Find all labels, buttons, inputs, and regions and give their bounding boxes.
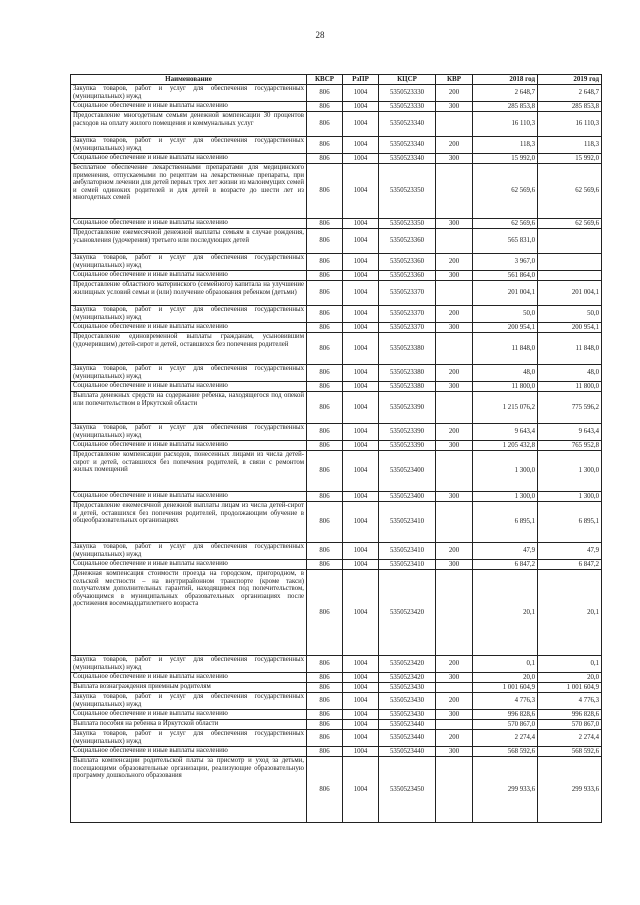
cell-kvsr: 806 bbox=[307, 730, 343, 747]
table-row bbox=[71, 254, 602, 271]
table-row bbox=[71, 570, 602, 656]
cell-2019: 285 853,8 bbox=[538, 102, 602, 112]
cell-kvsr: 806 bbox=[307, 154, 343, 164]
table-row bbox=[71, 323, 602, 333]
cell-rzpr: 1004 bbox=[343, 560, 379, 570]
cell-name: Денежная компенсация стоимости проезда на городском, пригородном, в сельской местности – на внутрирайонном транспорте (кроме такси) получателям дополнительных гарантий, находящимся под попечительством, обучающимся в муниципальных образовательных организациях после достижения восемнадцатилетнего возраста bbox=[71, 570, 307, 656]
cell-ksr: 5350523380 bbox=[379, 382, 436, 392]
cell-kvsr: 806 bbox=[307, 392, 343, 424]
cell-kvsr: 806 bbox=[307, 112, 343, 137]
cell-kvr: 300 bbox=[436, 673, 473, 683]
cell-ksr: 5350523390 bbox=[379, 392, 436, 424]
table-header-row bbox=[71, 75, 602, 85]
cell-2018: 48,0 bbox=[473, 365, 538, 382]
cell-kvsr: 806 bbox=[307, 382, 343, 392]
cell-2019: 20,1 bbox=[538, 570, 602, 656]
header-ksr: КЦСР bbox=[379, 75, 436, 85]
cell-kvsr: 806 bbox=[307, 720, 343, 730]
cell-ksr: 5350523380 bbox=[379, 365, 436, 382]
table-row bbox=[71, 710, 602, 720]
cell-2018: 1 300,0 bbox=[473, 451, 538, 492]
cell-kvr: 200 bbox=[436, 365, 473, 382]
table-row bbox=[71, 693, 602, 710]
cell-kvr bbox=[436, 229, 473, 254]
cell-ksr: 5350523370 bbox=[379, 281, 436, 306]
cell-kvr: 300 bbox=[436, 323, 473, 333]
table-row bbox=[71, 137, 602, 154]
cell-name: Социальное обеспечение и иные выплаты населению bbox=[71, 710, 307, 720]
cell-name: Предоставление ежемесячной денежной выплаты лицам из числа детей-сирот и детей, оставшихся без попечения родителей, продолжающим обучение в общеобразовательных организациях bbox=[71, 502, 307, 543]
cell-2018: 2 274,4 bbox=[473, 730, 538, 747]
cell-kvsr: 806 bbox=[307, 492, 343, 502]
cell-2018: 201 004,1 bbox=[473, 281, 538, 306]
cell-kvsr: 806 bbox=[307, 543, 343, 560]
cell-rzpr: 1004 bbox=[343, 254, 379, 271]
header-name: Наименование bbox=[71, 75, 307, 85]
cell-ksr: 5350523420 bbox=[379, 656, 436, 673]
table-row bbox=[71, 112, 602, 137]
cell-2019: 20,0 bbox=[538, 673, 602, 683]
cell-2019: 118,3 bbox=[538, 137, 602, 154]
table-row bbox=[71, 683, 602, 693]
cell-2018: 299 933,6 bbox=[473, 757, 538, 823]
cell-kvr: 200 bbox=[436, 656, 473, 673]
cell-name: Социальное обеспечение и иные выплаты населению bbox=[71, 560, 307, 570]
cell-name: Социальное обеспечение и иные выплаты населению bbox=[71, 747, 307, 757]
cell-2019 bbox=[538, 229, 602, 254]
cell-2019: 765 952,8 bbox=[538, 441, 602, 451]
cell-2019: 775 596,2 bbox=[538, 392, 602, 424]
table-row bbox=[71, 492, 602, 502]
cell-kvr: 300 bbox=[436, 441, 473, 451]
cell-name: Закупка товаров, работ и услуг для обеспечения государственных (муниципальных) нужд bbox=[71, 543, 307, 560]
cell-rzpr: 1004 bbox=[343, 656, 379, 673]
cell-ksr: 5350523350 bbox=[379, 219, 436, 229]
cell-kvr: 300 bbox=[436, 102, 473, 112]
page-number: 28 bbox=[315, 30, 325, 40]
cell-kvr: 200 bbox=[436, 730, 473, 747]
cell-2019: 2 648,7 bbox=[538, 85, 602, 102]
cell-name: Предоставление единовременной выплаты гражданам, усыновившим (удочерившим) детей-сирот и детей, оставшихся без попечения родителей bbox=[71, 333, 307, 365]
cell-rzpr: 1004 bbox=[343, 451, 379, 492]
cell-rzpr: 1004 bbox=[343, 365, 379, 382]
cell-ksr: 5350523360 bbox=[379, 229, 436, 254]
cell-2019 bbox=[538, 271, 602, 281]
cell-2018: 570 867,0 bbox=[473, 720, 538, 730]
cell-rzpr: 1004 bbox=[343, 673, 379, 683]
cell-rzpr: 1004 bbox=[343, 229, 379, 254]
cell-2018: 62 569,6 bbox=[473, 164, 538, 219]
cell-2018: 4 776,3 bbox=[473, 693, 538, 710]
cell-kvsr: 806 bbox=[307, 560, 343, 570]
cell-2019: 1 300,0 bbox=[538, 492, 602, 502]
table-row bbox=[71, 451, 602, 492]
cell-name: Социальное обеспечение и иные выплаты населению bbox=[71, 441, 307, 451]
cell-name: Закупка товаров, работ и услуг для обеспечения государственных (муниципальных) нужд bbox=[71, 85, 307, 102]
cell-kvr bbox=[436, 720, 473, 730]
cell-2018: 50,0 bbox=[473, 306, 538, 323]
cell-kvr bbox=[436, 757, 473, 823]
cell-2019: 200 954,1 bbox=[538, 323, 602, 333]
cell-rzpr: 1004 bbox=[343, 757, 379, 823]
cell-2018: 0,1 bbox=[473, 656, 538, 673]
cell-name: Социальное обеспечение и иные выплаты населению bbox=[71, 154, 307, 164]
cell-2018: 561 864,0 bbox=[473, 271, 538, 281]
cell-rzpr: 1004 bbox=[343, 441, 379, 451]
cell-rzpr: 1004 bbox=[343, 720, 379, 730]
cell-kvr bbox=[436, 281, 473, 306]
table-row bbox=[71, 229, 602, 254]
cell-ksr: 5350523410 bbox=[379, 560, 436, 570]
cell-rzpr: 1004 bbox=[343, 392, 379, 424]
cell-ksr: 5350523370 bbox=[379, 323, 436, 333]
cell-name: Выплата пособия на ребенка в Иркутской области bbox=[71, 720, 307, 730]
cell-rzpr: 1004 bbox=[343, 219, 379, 229]
cell-name: Социальное обеспечение и иные выплаты населению bbox=[71, 102, 307, 112]
cell-2018: 996 828,6 bbox=[473, 710, 538, 720]
cell-kvsr: 806 bbox=[307, 673, 343, 683]
cell-ksr: 5350523390 bbox=[379, 441, 436, 451]
cell-2018: 62 569,6 bbox=[473, 219, 538, 229]
table-row bbox=[71, 656, 602, 673]
table-row bbox=[71, 730, 602, 747]
cell-kvr bbox=[436, 392, 473, 424]
cell-2019: 1 300,0 bbox=[538, 451, 602, 492]
cell-kvr bbox=[436, 451, 473, 492]
cell-name: Выплата вознаграждения приемным родителям bbox=[71, 683, 307, 693]
cell-kvsr: 806 bbox=[307, 693, 343, 710]
cell-kvsr: 806 bbox=[307, 323, 343, 333]
cell-kvr: 300 bbox=[436, 154, 473, 164]
cell-rzpr: 1004 bbox=[343, 747, 379, 757]
cell-kvr: 300 bbox=[436, 560, 473, 570]
table-row bbox=[71, 720, 602, 730]
cell-2018: 15 992,0 bbox=[473, 154, 538, 164]
header-kvsr: КВСР bbox=[307, 75, 343, 85]
table-row bbox=[71, 382, 602, 392]
cell-rzpr: 1004 bbox=[343, 271, 379, 281]
header-rzpr: РзПР bbox=[343, 75, 379, 85]
cell-name: Закупка товаров, работ и услуг для обеспечения государственных (муниципальных) нужд bbox=[71, 365, 307, 382]
cell-kvr bbox=[436, 502, 473, 543]
cell-2019: 9 643,4 bbox=[538, 424, 602, 441]
cell-2018: 9 643,4 bbox=[473, 424, 538, 441]
cell-kvsr: 806 bbox=[307, 683, 343, 693]
cell-rzpr: 1004 bbox=[343, 164, 379, 219]
cell-rzpr: 1004 bbox=[343, 693, 379, 710]
cell-rzpr: 1004 bbox=[343, 502, 379, 543]
cell-2019: 11 848,0 bbox=[538, 333, 602, 365]
cell-kvsr: 806 bbox=[307, 306, 343, 323]
cell-ksr: 5350523420 bbox=[379, 673, 436, 683]
table-row bbox=[71, 164, 602, 219]
cell-name: Социальное обеспечение и иные выплаты населению bbox=[71, 673, 307, 683]
cell-name: Предоставление компенсации расходов, понесенных лицами из числа детей-сирот и детей, оставшихся без попечения родителей, в связи с ремонтом жилых помещений bbox=[71, 451, 307, 492]
cell-rzpr: 1004 bbox=[343, 281, 379, 306]
cell-ksr: 5350523400 bbox=[379, 492, 436, 502]
cell-kvsr: 806 bbox=[307, 271, 343, 281]
header-2018: 2018 год bbox=[473, 75, 538, 85]
cell-ksr: 5350523360 bbox=[379, 271, 436, 281]
cell-2019: 15 992,0 bbox=[538, 154, 602, 164]
cell-name: Социальное обеспечение и иные выплаты населению bbox=[71, 382, 307, 392]
table-row bbox=[71, 673, 602, 683]
cell-2019: 2 274,4 bbox=[538, 730, 602, 747]
table-row bbox=[71, 333, 602, 365]
table-row bbox=[71, 85, 602, 102]
cell-2019: 6 895,1 bbox=[538, 502, 602, 543]
cell-kvsr: 806 bbox=[307, 451, 343, 492]
cell-kvsr: 806 bbox=[307, 164, 343, 219]
cell-name: Социальное обеспечение и иные выплаты населению bbox=[71, 492, 307, 502]
cell-2018: 16 110,3 bbox=[473, 112, 538, 137]
cell-name: Социальное обеспечение и иные выплаты населению bbox=[71, 271, 307, 281]
table-row bbox=[71, 281, 602, 306]
cell-ksr: 5350523420 bbox=[379, 570, 436, 656]
cell-kvsr: 806 bbox=[307, 424, 343, 441]
cell-kvr: 200 bbox=[436, 693, 473, 710]
cell-ksr: 5350523430 bbox=[379, 710, 436, 720]
cell-kvsr: 806 bbox=[307, 441, 343, 451]
cell-2018: 2 648,7 bbox=[473, 85, 538, 102]
cell-2019: 16 110,3 bbox=[538, 112, 602, 137]
cell-kvr: 200 bbox=[436, 254, 473, 271]
table-row bbox=[71, 441, 602, 451]
cell-rzpr: 1004 bbox=[343, 102, 379, 112]
cell-kvsr: 806 bbox=[307, 281, 343, 306]
cell-ksr: 5350523400 bbox=[379, 451, 436, 492]
cell-kvsr: 806 bbox=[307, 85, 343, 102]
cell-kvsr: 806 bbox=[307, 570, 343, 656]
cell-rzpr: 1004 bbox=[343, 85, 379, 102]
cell-kvr: 200 bbox=[436, 85, 473, 102]
table-row bbox=[71, 392, 602, 424]
cell-2018: 118,3 bbox=[473, 137, 538, 154]
cell-kvr: 200 bbox=[436, 424, 473, 441]
cell-ksr: 5350523440 bbox=[379, 730, 436, 747]
cell-name: Закупка товаров, работ и услуг для обеспечения государственных (муниципальных) нужд bbox=[71, 254, 307, 271]
cell-rzpr: 1004 bbox=[343, 424, 379, 441]
cell-ksr: 5350523370 bbox=[379, 306, 436, 323]
cell-kvr bbox=[436, 570, 473, 656]
cell-rzpr: 1004 bbox=[343, 323, 379, 333]
cell-kvsr: 806 bbox=[307, 254, 343, 271]
cell-ksr: 5350523440 bbox=[379, 720, 436, 730]
cell-2018: 3 967,0 bbox=[473, 254, 538, 271]
cell-rzpr: 1004 bbox=[343, 154, 379, 164]
cell-2019: 62 569,6 bbox=[538, 219, 602, 229]
cell-ksr: 5350523430 bbox=[379, 683, 436, 693]
cell-kvsr: 806 bbox=[307, 219, 343, 229]
cell-ksr: 5350523380 bbox=[379, 333, 436, 365]
cell-2019: 50,0 bbox=[538, 306, 602, 323]
cell-2018: 47,9 bbox=[473, 543, 538, 560]
header-kvr: КВР bbox=[436, 75, 473, 85]
cell-2018: 20,1 bbox=[473, 570, 538, 656]
cell-name: Предоставление многодетным семьям денежной компенсации 30 процентов расходов на оплату жилого помещения и коммунальных услуг bbox=[71, 112, 307, 137]
table-row bbox=[71, 219, 602, 229]
cell-rzpr: 1004 bbox=[343, 710, 379, 720]
cell-kvr bbox=[436, 683, 473, 693]
cell-name: Выплата денежных средств на содержание ребенка, находящегося под опекой или попечительством в Иркутской области bbox=[71, 392, 307, 424]
cell-2019: 48,0 bbox=[538, 365, 602, 382]
cell-name: Закупка товаров, работ и услуг для обеспечения государственных (муниципальных) нужд bbox=[71, 306, 307, 323]
cell-2018: 568 592,6 bbox=[473, 747, 538, 757]
cell-ksr: 5350523330 bbox=[379, 102, 436, 112]
cell-kvr: 300 bbox=[436, 382, 473, 392]
cell-kvr bbox=[436, 333, 473, 365]
cell-kvr: 300 bbox=[436, 492, 473, 502]
table-row bbox=[71, 757, 602, 823]
cell-kvsr: 806 bbox=[307, 229, 343, 254]
cell-2019 bbox=[538, 254, 602, 271]
table-row bbox=[71, 502, 602, 543]
cell-rzpr: 1004 bbox=[343, 570, 379, 656]
cell-ksr: 5350523340 bbox=[379, 154, 436, 164]
cell-rzpr: 1004 bbox=[343, 730, 379, 747]
cell-name: Закупка товаров, работ и услуг для обеспечения государственных (муниципальных) нужд bbox=[71, 656, 307, 673]
cell-ksr: 5350523330 bbox=[379, 85, 436, 102]
cell-2019: 570 867,0 bbox=[538, 720, 602, 730]
cell-ksr: 5350523410 bbox=[379, 543, 436, 560]
cell-2018: 6 895,1 bbox=[473, 502, 538, 543]
cell-2019: 1 001 604,9 bbox=[538, 683, 602, 693]
cell-2018: 1 205 432,8 bbox=[473, 441, 538, 451]
cell-rzpr: 1004 bbox=[343, 683, 379, 693]
cell-2018: 6 847,2 bbox=[473, 560, 538, 570]
cell-kvr: 200 bbox=[436, 543, 473, 560]
cell-kvr: 300 bbox=[436, 747, 473, 757]
cell-2019: 47,9 bbox=[538, 543, 602, 560]
cell-name: Бесплатное обеспечение лекарственными препаратами для медицинского применения, отпускаемыми по рецептам на лекарственные препараты, при амбулаторном лечении для детей первых трех лет жизни из малоимущих семей и семей одиноких родителей и для детей в возрасте до шести лет из многодетных семей bbox=[71, 164, 307, 219]
cell-rzpr: 1004 bbox=[343, 137, 379, 154]
table-row bbox=[71, 543, 602, 560]
cell-kvsr: 806 bbox=[307, 656, 343, 673]
cell-kvr bbox=[436, 112, 473, 137]
cell-2019: 11 800,0 bbox=[538, 382, 602, 392]
cell-2018: 1 300,0 bbox=[473, 492, 538, 502]
table-row bbox=[71, 154, 602, 164]
table-row bbox=[71, 271, 602, 281]
cell-2018: 1 001 604,9 bbox=[473, 683, 538, 693]
cell-ksr: 5350523340 bbox=[379, 137, 436, 154]
header-2019: 2019 год bbox=[538, 75, 602, 85]
cell-name: Социальное обеспечение и иные выплаты населению bbox=[71, 323, 307, 333]
cell-name: Закупка товаров, работ и услуг для обеспечения государственных (муниципальных) нужд bbox=[71, 693, 307, 710]
cell-ksr: 5350523430 bbox=[379, 693, 436, 710]
cell-2019: 299 933,6 bbox=[538, 757, 602, 823]
cell-2019: 0,1 bbox=[538, 656, 602, 673]
cell-2018: 11 800,0 bbox=[473, 382, 538, 392]
cell-2019: 201 004,1 bbox=[538, 281, 602, 306]
cell-2019: 4 776,3 bbox=[538, 693, 602, 710]
cell-kvr: 300 bbox=[436, 271, 473, 281]
budget-table bbox=[70, 74, 602, 823]
cell-2018: 285 853,8 bbox=[473, 102, 538, 112]
cell-2019: 568 592,6 bbox=[538, 747, 602, 757]
table-body bbox=[71, 85, 602, 823]
cell-name: Выплата компенсации родительской платы за присмотр и уход за детьми, посещающими образовательные организации, реализующие образовательную программу дошкольного образования bbox=[71, 757, 307, 823]
cell-name: Социальное обеспечение и иные выплаты населению bbox=[71, 219, 307, 229]
cell-kvr: 200 bbox=[436, 306, 473, 323]
cell-rzpr: 1004 bbox=[343, 543, 379, 560]
cell-2018: 200 954,1 bbox=[473, 323, 538, 333]
cell-name: Предоставление областного материнского (семейного) капитала на улучшение жилищных условий семьи и (или) получение образования ребенком (детьми) bbox=[71, 281, 307, 306]
cell-rzpr: 1004 bbox=[343, 333, 379, 365]
cell-name: Закупка товаров, работ и услуг для обеспечения государственных (муниципальных) нужд bbox=[71, 730, 307, 747]
cell-2019: 62 569,6 bbox=[538, 164, 602, 219]
cell-2018: 565 831,0 bbox=[473, 229, 538, 254]
cell-kvsr: 806 bbox=[307, 333, 343, 365]
table-row bbox=[71, 365, 602, 382]
cell-rzpr: 1004 bbox=[343, 306, 379, 323]
cell-kvsr: 806 bbox=[307, 365, 343, 382]
table-row bbox=[71, 560, 602, 570]
cell-name: Предоставление ежемесячной денежной выплаты семьям в случае рождения, усыновления (удочерения) третьего или последующих детей bbox=[71, 229, 307, 254]
cell-2019: 6 847,2 bbox=[538, 560, 602, 570]
cell-ksr: 5350523440 bbox=[379, 747, 436, 757]
cell-kvsr: 806 bbox=[307, 102, 343, 112]
cell-rzpr: 1004 bbox=[343, 382, 379, 392]
cell-ksr: 5350523390 bbox=[379, 424, 436, 441]
cell-kvsr: 806 bbox=[307, 137, 343, 154]
table-row bbox=[71, 306, 602, 323]
cell-2019: 996 828,6 bbox=[538, 710, 602, 720]
table-row bbox=[71, 424, 602, 441]
cell-kvsr: 806 bbox=[307, 710, 343, 720]
cell-name: Закупка товаров, работ и услуг для обеспечения государственных (муниципальных) нужд bbox=[71, 137, 307, 154]
cell-kvr: 200 bbox=[436, 137, 473, 154]
cell-kvsr: 806 bbox=[307, 757, 343, 823]
table-row bbox=[71, 747, 602, 757]
cell-ksr: 5350523450 bbox=[379, 757, 436, 823]
cell-name: Закупка товаров, работ и услуг для обеспечения государственных (муниципальных) нужд bbox=[71, 424, 307, 441]
cell-ksr: 5350523340 bbox=[379, 112, 436, 137]
table-row bbox=[71, 102, 602, 112]
cell-2018: 1 215 076,2 bbox=[473, 392, 538, 424]
cell-ksr: 5350523350 bbox=[379, 164, 436, 219]
cell-2018: 20,0 bbox=[473, 673, 538, 683]
cell-kvr bbox=[436, 164, 473, 219]
cell-ksr: 5350523360 bbox=[379, 254, 436, 271]
cell-rzpr: 1004 bbox=[343, 492, 379, 502]
cell-kvr: 300 bbox=[436, 219, 473, 229]
cell-2018: 11 848,0 bbox=[473, 333, 538, 365]
cell-kvsr: 806 bbox=[307, 747, 343, 757]
cell-rzpr: 1004 bbox=[343, 112, 379, 137]
cell-kvsr: 806 bbox=[307, 502, 343, 543]
cell-ksr: 5350523410 bbox=[379, 502, 436, 543]
cell-kvr: 300 bbox=[436, 710, 473, 720]
